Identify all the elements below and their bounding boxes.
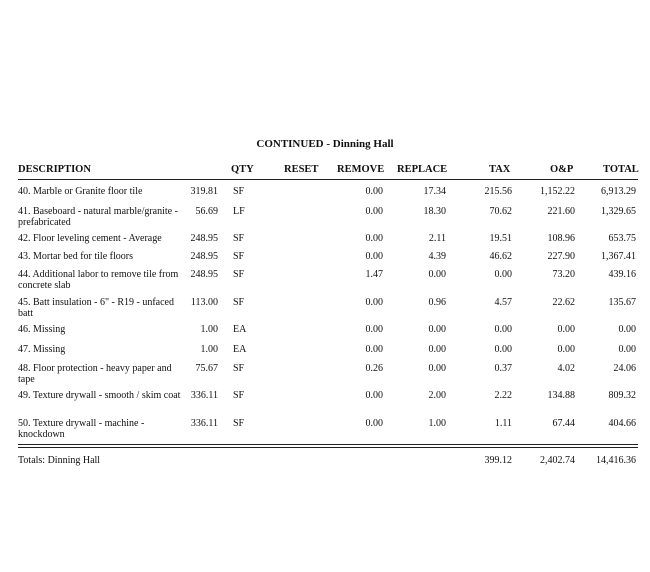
- row-description: 50. Texture drywall - machine - knockdown: [18, 418, 145, 440]
- row-replace: 0.00: [428, 344, 446, 355]
- row-remove: 0.00: [365, 206, 383, 217]
- row-remove: 0.00: [365, 390, 383, 401]
- row-total: 135.67: [608, 297, 636, 308]
- row-unit: SF: [233, 269, 245, 280]
- table-row: [0, 363, 650, 393]
- row-op: 221.60: [547, 206, 575, 217]
- header-reset: RESET: [284, 164, 319, 175]
- header-op: O&P: [550, 164, 574, 175]
- row-remove: 1.47: [365, 269, 383, 280]
- header-replace: REPLACE: [397, 164, 448, 175]
- row-tax: 0.37: [494, 363, 512, 374]
- row-op: 4.02: [557, 363, 575, 374]
- row-qty: 336.11: [190, 390, 218, 401]
- row-total: 1,367.41: [601, 251, 636, 262]
- row-tax: 19.51: [489, 233, 512, 244]
- row-remove: 0.00: [365, 186, 383, 197]
- totals-op: 2,402.74: [540, 455, 575, 466]
- row-total: 653.75: [608, 233, 636, 244]
- row-replace: 0.96: [428, 297, 446, 308]
- row-unit: SF: [233, 186, 245, 197]
- row-tax: 215.56: [484, 186, 512, 197]
- row-unit: SF: [233, 390, 245, 401]
- section-title: CONTINUED - Dinning Hall: [256, 138, 394, 150]
- row-op: 1,152.22: [540, 186, 575, 197]
- row-op: 67.44: [552, 418, 575, 429]
- row-total: 809.32: [608, 390, 636, 401]
- row-remove: 0.00: [365, 344, 383, 355]
- row-replace: 0.00: [428, 363, 446, 374]
- row-description: 41. Baseboard - natural marble/granite - prefabricated: [18, 206, 178, 228]
- row-tax: 1.11: [494, 418, 512, 429]
- totals-divider-top: [18, 444, 638, 445]
- row-qty: 1.00: [200, 344, 218, 355]
- row-tax: 4.57: [494, 297, 512, 308]
- row-description: 40. Marble or Granite floor tile: [18, 186, 143, 197]
- row-replace: 17.34: [423, 186, 446, 197]
- row-qty: 248.95: [190, 269, 218, 280]
- totals-divider-bottom: [18, 447, 638, 448]
- row-op: 73.20: [552, 269, 575, 280]
- row-qty: 113.00: [190, 297, 218, 308]
- row-replace: 4.39: [428, 251, 446, 262]
- row-replace: 2.11: [428, 233, 446, 244]
- row-op: 22.62: [552, 297, 575, 308]
- row-description: 45. Batt insulation - 6" - R19 - unfaced batt: [18, 297, 174, 319]
- row-total: 0.00: [618, 324, 636, 335]
- row-op: 227.90: [547, 251, 575, 262]
- row-qty: 248.95: [190, 251, 218, 262]
- row-tax: 0.00: [494, 344, 512, 355]
- header-total: TOTAL: [603, 164, 639, 175]
- table-row: [0, 206, 650, 236]
- header-divider: [18, 179, 638, 180]
- row-qty: 248.95: [190, 233, 218, 244]
- row-unit: SF: [233, 363, 245, 374]
- row-remove: 0.00: [365, 297, 383, 308]
- row-replace: 18.30: [423, 206, 446, 217]
- row-unit: SF: [233, 251, 245, 262]
- header-tax: TAX: [489, 164, 511, 175]
- row-replace: 0.00: [428, 324, 446, 335]
- row-qty: 1.00: [200, 324, 218, 335]
- row-replace: 0.00: [428, 269, 446, 280]
- row-tax: 0.00: [494, 324, 512, 335]
- totals-total: 14,416.36: [596, 455, 636, 466]
- row-total: 439.16: [608, 269, 636, 280]
- row-op: 134.88: [547, 390, 575, 401]
- row-qty: 75.67: [195, 363, 218, 374]
- table-row: [0, 269, 650, 299]
- row-remove: 0.00: [365, 418, 383, 429]
- row-remove: 0.00: [365, 324, 383, 335]
- row-unit: EA: [233, 324, 247, 335]
- row-description: 49. Texture drywall - smooth / skim coat: [18, 390, 181, 401]
- header-remove: REMOVE: [337, 164, 385, 175]
- row-replace: 1.00: [428, 418, 446, 429]
- row-qty: 336.11: [190, 418, 218, 429]
- row-remove: 0.26: [365, 363, 383, 374]
- row-total: 6,913.29: [601, 186, 636, 197]
- row-unit: SF: [233, 297, 245, 308]
- row-unit: EA: [233, 344, 247, 355]
- row-description: 43. Mortar bed for tile floors: [18, 251, 133, 262]
- row-tax: 2.22: [494, 390, 512, 401]
- row-qty: 56.69: [195, 206, 218, 217]
- row-tax: 0.00: [494, 269, 512, 280]
- table-row: [0, 297, 650, 327]
- row-remove: 0.00: [365, 251, 383, 262]
- totals-label: Totals: Dinning Hall: [18, 455, 101, 466]
- row-unit: SF: [233, 418, 245, 429]
- header-qty: QTY: [231, 164, 254, 175]
- row-remove: 0.00: [365, 233, 383, 244]
- row-total: 24.06: [613, 363, 636, 374]
- row-description: 44. Additional labor to remove tile from concrete slab: [18, 269, 179, 291]
- table-row: [0, 390, 650, 420]
- row-description: 48. Floor protection - heavy paper and tape: [18, 363, 172, 385]
- row-op: 108.96: [547, 233, 575, 244]
- row-total: 0.00: [618, 344, 636, 355]
- row-description: 46. Missing: [18, 324, 66, 335]
- row-total: 1,329.65: [601, 206, 636, 217]
- totals-tax: 399.12: [484, 455, 512, 466]
- row-tax: 70.62: [489, 206, 512, 217]
- row-description: 47. Missing: [18, 344, 66, 355]
- row-tax: 46.62: [489, 251, 512, 262]
- row-unit: SF: [233, 233, 245, 244]
- row-unit: LF: [233, 206, 245, 217]
- row-qty: 319.81: [190, 186, 218, 197]
- row-description: 42. Floor leveling cement - Average: [18, 233, 162, 244]
- row-replace: 2.00: [428, 390, 446, 401]
- row-op: 0.00: [557, 344, 575, 355]
- row-op: 0.00: [557, 324, 575, 335]
- row-total: 404.66: [608, 418, 636, 429]
- header-description: DESCRIPTION: [18, 164, 91, 175]
